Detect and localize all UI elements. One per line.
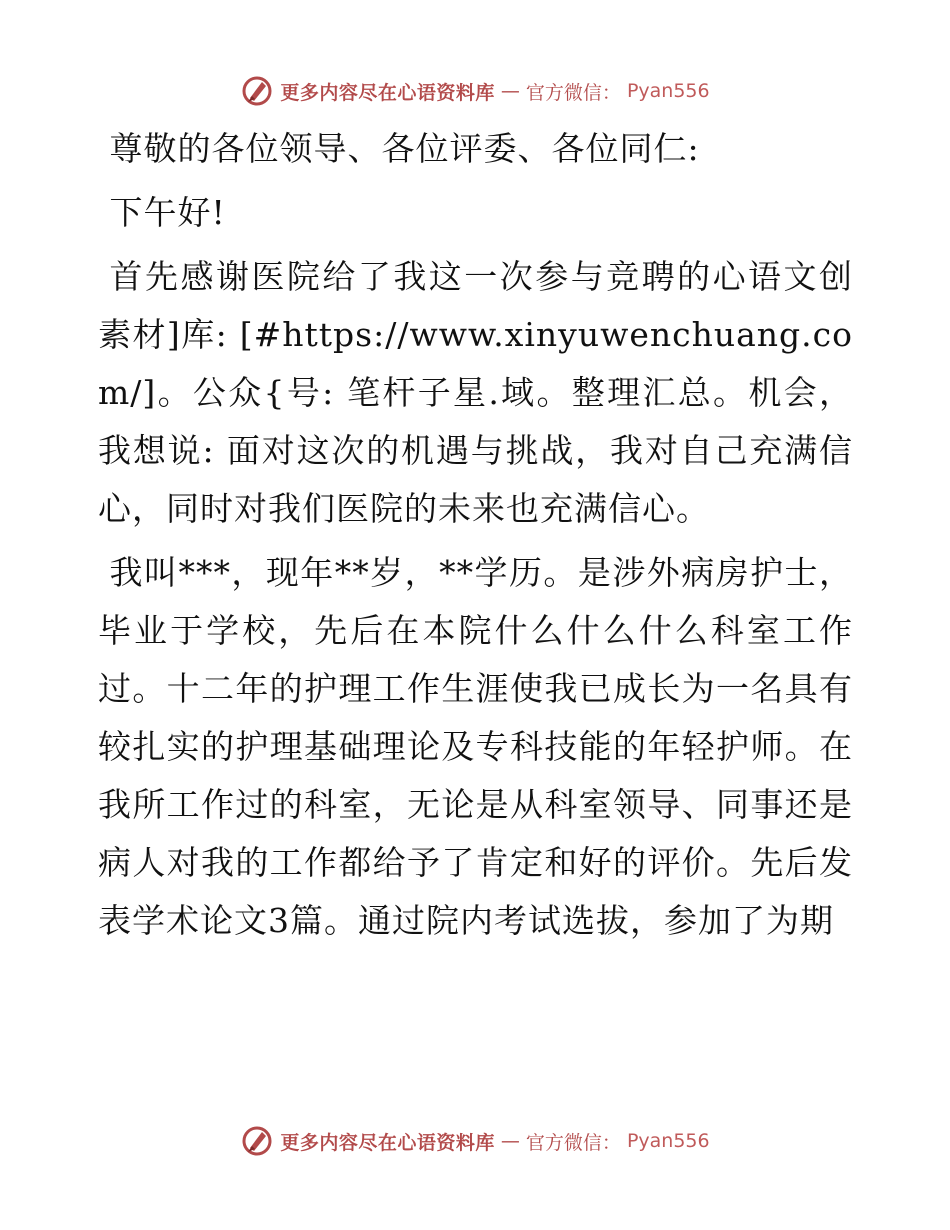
banner-brand-text: 更多内容尽在心语资料库 xyxy=(280,81,495,104)
salutation: 尊敬的各位领导、各位评委、各位同仁: xyxy=(109,129,700,168)
banner-wechat-id: Pyan556 xyxy=(626,80,710,102)
banner-wechat-id: Pyan556 xyxy=(626,1130,710,1152)
greeting: 下午好! xyxy=(109,193,226,232)
banner-wechat-label: 官方微信： xyxy=(525,81,621,104)
document-body xyxy=(98,120,853,950)
paragraph-intro: 首先感谢医院给了我这一次参与竞聘的心语文创素材]库: [#https://www.xinyuwenchuang.com/]。公众{号: 笔杆子星.域。整理汇总。机会，我想说: 面对这次的机遇与挑战，我对自己充满信心，同时对我们医院的未来也充满信心。 xyxy=(98,257,853,528)
pen-circle-logo-icon xyxy=(240,74,274,108)
banner-dash: — xyxy=(500,1130,520,1152)
pen-circle-logo-icon xyxy=(240,1124,274,1158)
banner-dash: — xyxy=(500,80,520,102)
banner-brand-text: 更多内容尽在心语资料库 xyxy=(280,1131,495,1154)
footer-banner xyxy=(0,1121,950,1161)
paragraph-self-introduction: 我叫***，现年**岁，**学历。是涉外病房护士，毕业于学校，先后在本院什么什么什么科室工作过。十二年的护理工作生涯使我已成长为一名具有较扎实的护理基础理论及专科技能的年轻护师。在我所工作过的科室，无论是从科室领导、同事还是病人对我的工作都给予了肯定和好的评价。先后发表学术论文3篇。通过院内考试选拔，参加了为期 xyxy=(98,553,853,940)
banner-wechat-label: 官方微信： xyxy=(525,1131,621,1154)
header-banner xyxy=(0,71,950,111)
